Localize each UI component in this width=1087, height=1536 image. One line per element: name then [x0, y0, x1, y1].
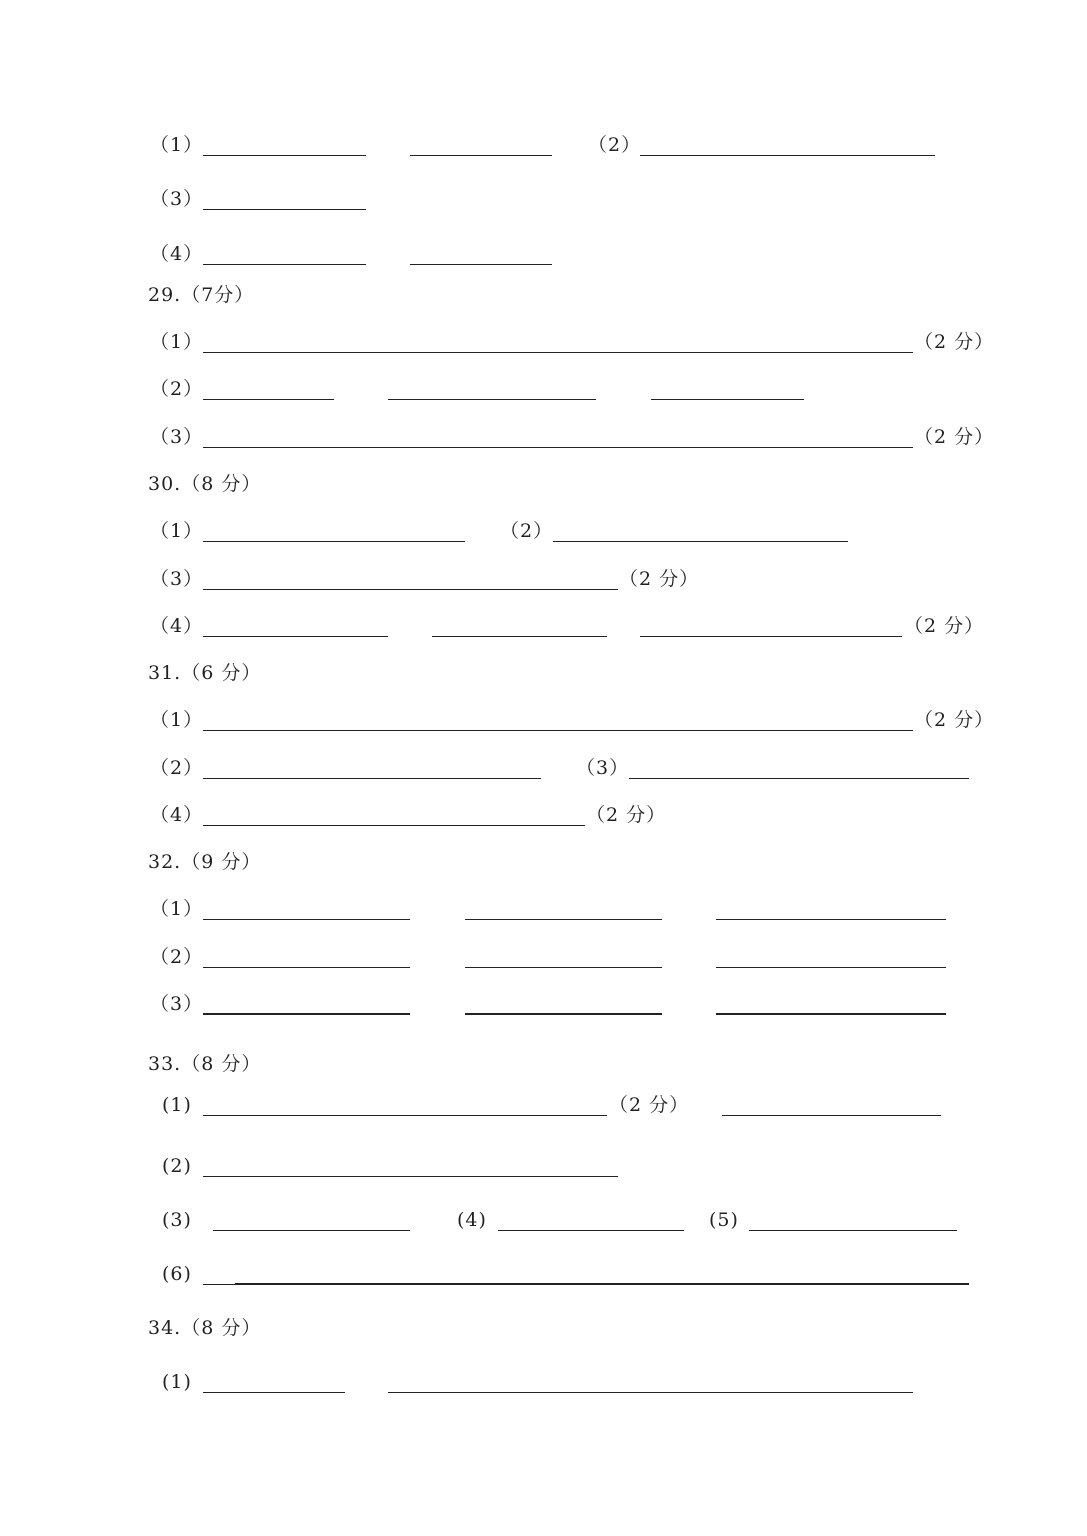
answer-blank[interactable]	[203, 1115, 607, 1116]
question-31-heading: 31.（6 分）	[148, 662, 262, 684]
part-label-2: （2）	[150, 946, 204, 968]
answer-blank[interactable]	[203, 1176, 618, 1177]
answer-blank[interactable]	[203, 730, 913, 731]
score-note: （2 分）	[914, 426, 995, 448]
part-label-2: （2）	[150, 378, 204, 400]
answer-blank[interactable]	[498, 1230, 684, 1231]
answer-blank[interactable]	[203, 636, 388, 637]
part-label-6: (6)	[162, 1263, 192, 1285]
part-label-1: (1)	[162, 1094, 192, 1116]
score-note: （2 分）	[586, 804, 667, 826]
part-label-5: (5)	[709, 1209, 739, 1231]
answer-blank[interactable]	[203, 967, 410, 968]
answer-blank[interactable]	[203, 264, 366, 265]
question-30-heading: 30.（8 分）	[148, 473, 262, 495]
part-label-3: （3）	[150, 568, 204, 590]
answer-blank[interactable]	[203, 541, 465, 542]
score-note: （2 分）	[914, 331, 995, 353]
part-label-3: （3）	[150, 993, 204, 1015]
score-note: （2 分）	[609, 1094, 690, 1116]
answer-blank[interactable]	[651, 399, 804, 400]
score-note: （2 分）	[619, 568, 700, 590]
answer-blank[interactable]	[203, 825, 585, 826]
part-label-4: （4）	[150, 243, 204, 265]
part-label-1: （1）	[150, 134, 204, 156]
question-34-heading: 34.（8 分）	[148, 1317, 262, 1339]
answer-blank[interactable]	[410, 155, 552, 156]
answer-blank[interactable]	[235, 1283, 969, 1285]
part-label-3: （3）	[150, 188, 204, 210]
answer-blank[interactable]	[640, 155, 935, 156]
answer-blank[interactable]	[203, 919, 410, 920]
part-label-3: （3）	[576, 757, 630, 779]
answer-blank[interactable]	[203, 589, 618, 590]
answer-blank[interactable]	[213, 1230, 410, 1231]
answer-blank[interactable]	[203, 1392, 345, 1393]
answer-blank[interactable]	[722, 1115, 941, 1116]
question-33-heading: 33.（8 分）	[148, 1053, 262, 1075]
answer-blank[interactable]	[203, 447, 913, 448]
score-note: （2 分）	[904, 615, 985, 637]
answer-blank[interactable]	[388, 399, 596, 400]
part-label-1: （1）	[150, 520, 204, 542]
answer-blank[interactable]	[388, 1392, 913, 1393]
part-label-2: （2）	[500, 520, 554, 542]
answer-blank[interactable]	[749, 1230, 957, 1231]
answer-blank[interactable]	[203, 778, 541, 779]
answer-blank[interactable]	[629, 778, 969, 779]
part-label-2: （2）	[150, 757, 204, 779]
answer-blank[interactable]	[716, 1013, 946, 1015]
answer-blank[interactable]	[553, 541, 848, 542]
part-label-4: （4）	[150, 804, 204, 826]
part-label-1: （1）	[150, 898, 204, 920]
answer-blank[interactable]	[465, 919, 662, 920]
answer-blank[interactable]	[716, 919, 946, 920]
part-label-3: （3）	[150, 426, 204, 448]
answer-blank[interactable]	[203, 1013, 410, 1015]
score-note: （2 分）	[914, 709, 995, 731]
answer-blank[interactable]	[203, 399, 334, 400]
answer-blank[interactable]	[203, 1284, 235, 1285]
answer-blank[interactable]	[203, 209, 366, 210]
answer-blank[interactable]	[410, 264, 552, 265]
part-label-2: (2)	[162, 1155, 192, 1177]
answer-blank[interactable]	[203, 352, 913, 353]
part-label-1: （1）	[150, 709, 204, 731]
question-32-heading: 32.（9 分）	[148, 851, 262, 873]
part-label-3: (3)	[162, 1209, 192, 1231]
question-29-heading: 29.（7分）	[148, 284, 255, 306]
part-label-4: (4)	[457, 1209, 487, 1231]
part-label-2: （2）	[588, 134, 642, 156]
answer-blank[interactable]	[465, 967, 662, 968]
answer-blank[interactable]	[640, 636, 902, 637]
part-label-4: （4）	[150, 615, 204, 637]
answer-blank[interactable]	[465, 1013, 662, 1015]
answer-blank[interactable]	[716, 967, 946, 968]
part-label-1: （1）	[150, 331, 204, 353]
answer-blank[interactable]	[203, 155, 366, 156]
answer-blank[interactable]	[432, 636, 607, 637]
part-label-1: (1)	[162, 1371, 192, 1393]
